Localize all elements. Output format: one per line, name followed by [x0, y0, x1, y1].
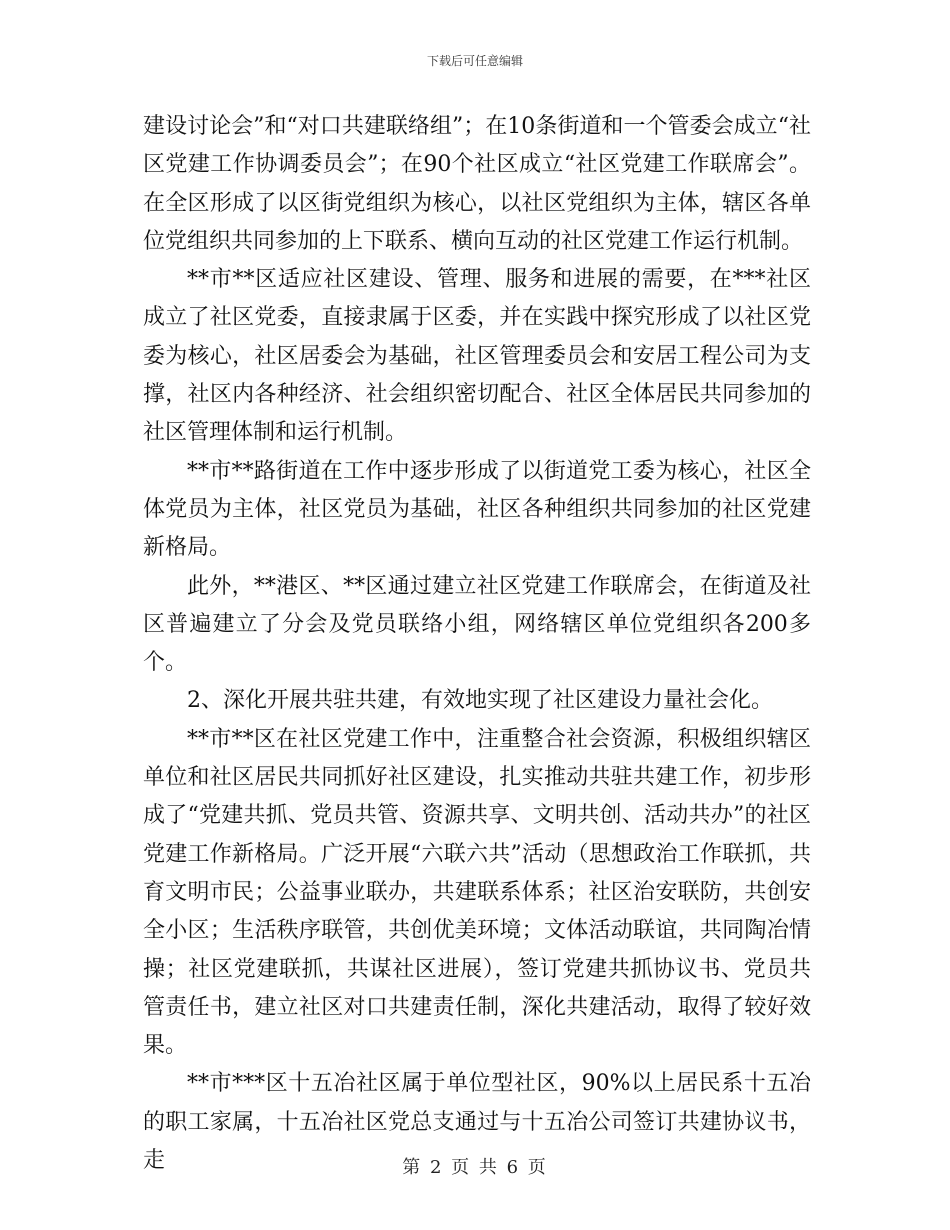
paragraph-5: **市**区在社区党建工作中，注重整合社会资源，积极组织辖区单位和社区居民共同抓好社区建设，扎实推动共驻共建工作，初步形成了“党建共抓、党员共管、资源共享、文明共创、活动共办”的社区党建工作新格局。广泛开展“六联六共”活动（思想政治工作联抓，共育文明市民；公益事业联办，共建联系体系；社区治安联防，共创安全小区；生活秩序联管，共创优美环境；文体活动联谊，共同陶冶情操；社区党建联抓，共谋社区进展），签订党建共抓协议书、党员共管责任书，建立社区对口共建责任制，深化共建活动，取得了较好效果。 [143, 726, 811, 1059]
page-number-footer: 第 2 页 共 6 页 [402, 1157, 548, 1178]
paragraph-4: 此外，**港区、**区通过建立社区党建工作联席会，在街道及社区普遍建立了分会及党员联络小组，网络辖区单位党组织各200多个。 [143, 573, 811, 676]
section-heading: 2、深化开展共驻共建，有效地实现了社区建设力量社会化。 [187, 688, 773, 714]
paragraph-1: 建设讨论会”和“对口共建联络组”；在10条街道和一个管委会成立“社区党建工作协调委员会”；在90个社区成立“社区党建工作联席会”。在全区形成了以区街党组织为核心，以社区党组织为主体，辖区各单位党组织共同参加的上下联系、横向互动的社区党建工作运行机制。 [143, 114, 811, 254]
document-body [143, 108, 811, 1180]
paragraph-2: **市**区适应社区建设、管理、服务和进展的需要，在***社区成立了社区党委，直接隶属于区委，并在实践中探究形成了以社区党委为核心，社区居委会为基础，社区管理委员会和安居工程公司为支撑，社区内各种经济、社会组织密切配合、社区全体居民共同参加的社区管理体制和运行机制。 [143, 267, 811, 446]
page-header: 下载后可任意编辑 [426, 54, 523, 68]
paragraph-3: **市**路街道在工作中逐步形成了以街道党工委为核心，社区全体党员为主体，社区党员为基础，社区各种组织共同参加的社区党建新格局。 [143, 458, 811, 561]
paragraph-6: **市***区十五冶社区属于单位型社区，90%以上居民系十五冶的职工家属，十五冶社区党总支通过与十五冶公司签订共建协议书，走 [143, 1071, 811, 1174]
